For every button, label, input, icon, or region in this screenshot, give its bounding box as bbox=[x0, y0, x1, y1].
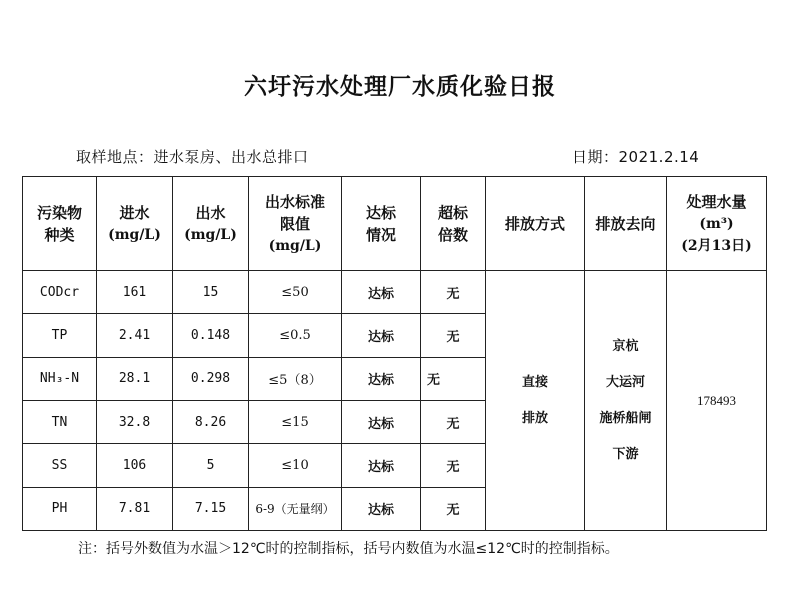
status-value: 达标 bbox=[342, 444, 421, 487]
limit-value: ≤5（8） bbox=[249, 357, 342, 400]
multiple-value: 无 bbox=[421, 444, 486, 487]
header-inflow-line1: 进水 bbox=[119, 203, 150, 222]
discharge-destination bbox=[585, 271, 667, 531]
outflow-value: 7.15 bbox=[173, 487, 249, 530]
destination-line3: 施桥船闸 bbox=[599, 410, 652, 426]
header-limit-line2: 限值 bbox=[279, 214, 310, 233]
destination-line4: 下游 bbox=[612, 446, 639, 462]
header-outflow-line1: 出水 bbox=[195, 203, 226, 222]
discharge-method-line2: 排放 bbox=[521, 410, 548, 426]
header-multiple-line1: 超标 bbox=[437, 203, 468, 222]
header-limit bbox=[249, 177, 342, 271]
status-value: 达标 bbox=[342, 271, 421, 314]
table-header-row bbox=[23, 177, 767, 271]
pollutant-name: TP bbox=[23, 314, 97, 357]
treated-volume: 178493 bbox=[667, 271, 767, 531]
inflow-value: 2.41 bbox=[97, 314, 173, 357]
multiple-value: 无 bbox=[421, 314, 486, 357]
inflow-value: 7.81 bbox=[97, 487, 173, 530]
report-title: 六圩污水处理厂水质化验日报 bbox=[244, 74, 556, 100]
report-date: 日期：2021.2.14 bbox=[572, 148, 700, 166]
pollutant-name: TN bbox=[23, 400, 97, 443]
water-quality-table bbox=[22, 176, 767, 531]
multiple-value: 无 bbox=[421, 357, 486, 400]
header-pollutant-line1: 污染物 bbox=[36, 203, 82, 222]
pollutant-name: SS bbox=[23, 444, 97, 487]
multiple-value: 无 bbox=[421, 487, 486, 530]
status-value: 达标 bbox=[342, 487, 421, 530]
discharge-method bbox=[486, 271, 585, 531]
limit-value: ≤15 bbox=[249, 400, 342, 443]
destination-line2: 大运河 bbox=[605, 374, 645, 390]
pollutant-name: NH₃-N bbox=[23, 357, 97, 400]
table-row bbox=[23, 271, 767, 314]
header-method: 排放方式 bbox=[486, 177, 585, 271]
header-limit-line1: 出水标准 bbox=[264, 192, 325, 211]
status-value: 达标 bbox=[342, 400, 421, 443]
header-status bbox=[342, 177, 421, 271]
multiple-value: 无 bbox=[421, 271, 486, 314]
outflow-value: 8.26 bbox=[173, 400, 249, 443]
limit-value: ≤10 bbox=[249, 444, 342, 487]
header-inflow bbox=[97, 177, 173, 271]
header-pollutant bbox=[23, 177, 97, 271]
inflow-value: 106 bbox=[97, 444, 173, 487]
header-volume bbox=[667, 177, 767, 271]
header-destination: 排放去向 bbox=[585, 177, 667, 271]
header-pollutant-line2: 种类 bbox=[44, 225, 75, 244]
inflow-value: 32.8 bbox=[97, 400, 173, 443]
discharge-method-line1: 直接 bbox=[521, 374, 548, 390]
pollutant-name: CODcr bbox=[23, 271, 97, 314]
outflow-value: 0.298 bbox=[173, 357, 249, 400]
status-value: 达标 bbox=[342, 357, 421, 400]
limit-value: ≤0.5 bbox=[249, 314, 342, 357]
destination-line1: 京杭 bbox=[612, 338, 639, 354]
header-volume-date: (2月13日) bbox=[681, 237, 752, 254]
header-outflow bbox=[173, 177, 249, 271]
limit-value: ≤50 bbox=[249, 271, 342, 314]
outflow-value: 5 bbox=[173, 444, 249, 487]
header-volume-unit: (m³) bbox=[699, 215, 734, 232]
outflow-value: 0.148 bbox=[173, 314, 249, 357]
outflow-value: 15 bbox=[173, 271, 249, 314]
multiple-value: 无 bbox=[421, 400, 486, 443]
header-multiple-line2: 倍数 bbox=[437, 225, 468, 244]
header-status-line1: 达标 bbox=[365, 203, 396, 222]
footnote: 注：括号外数值为水温＞12℃时的控制指标，括号内数值为水温≤12℃时的控制指标。 bbox=[78, 541, 619, 557]
inflow-value: 28.1 bbox=[97, 357, 173, 400]
sampling-location: 取样地点：进水泵房、出水总排口 bbox=[76, 148, 309, 166]
header-volume-line1: 处理水量 bbox=[686, 192, 747, 211]
inflow-value: 161 bbox=[97, 271, 173, 314]
header-inflow-unit: (mg/L) bbox=[108, 226, 161, 243]
limit-value: 6-9（无量纲） bbox=[249, 487, 342, 530]
header-status-line2: 情况 bbox=[365, 225, 396, 244]
header-multiple bbox=[421, 177, 486, 271]
pollutant-name: PH bbox=[23, 487, 97, 530]
status-value: 达标 bbox=[342, 314, 421, 357]
header-outflow-unit: (mg/L) bbox=[184, 226, 237, 243]
header-limit-unit: (mg/L) bbox=[268, 237, 322, 254]
